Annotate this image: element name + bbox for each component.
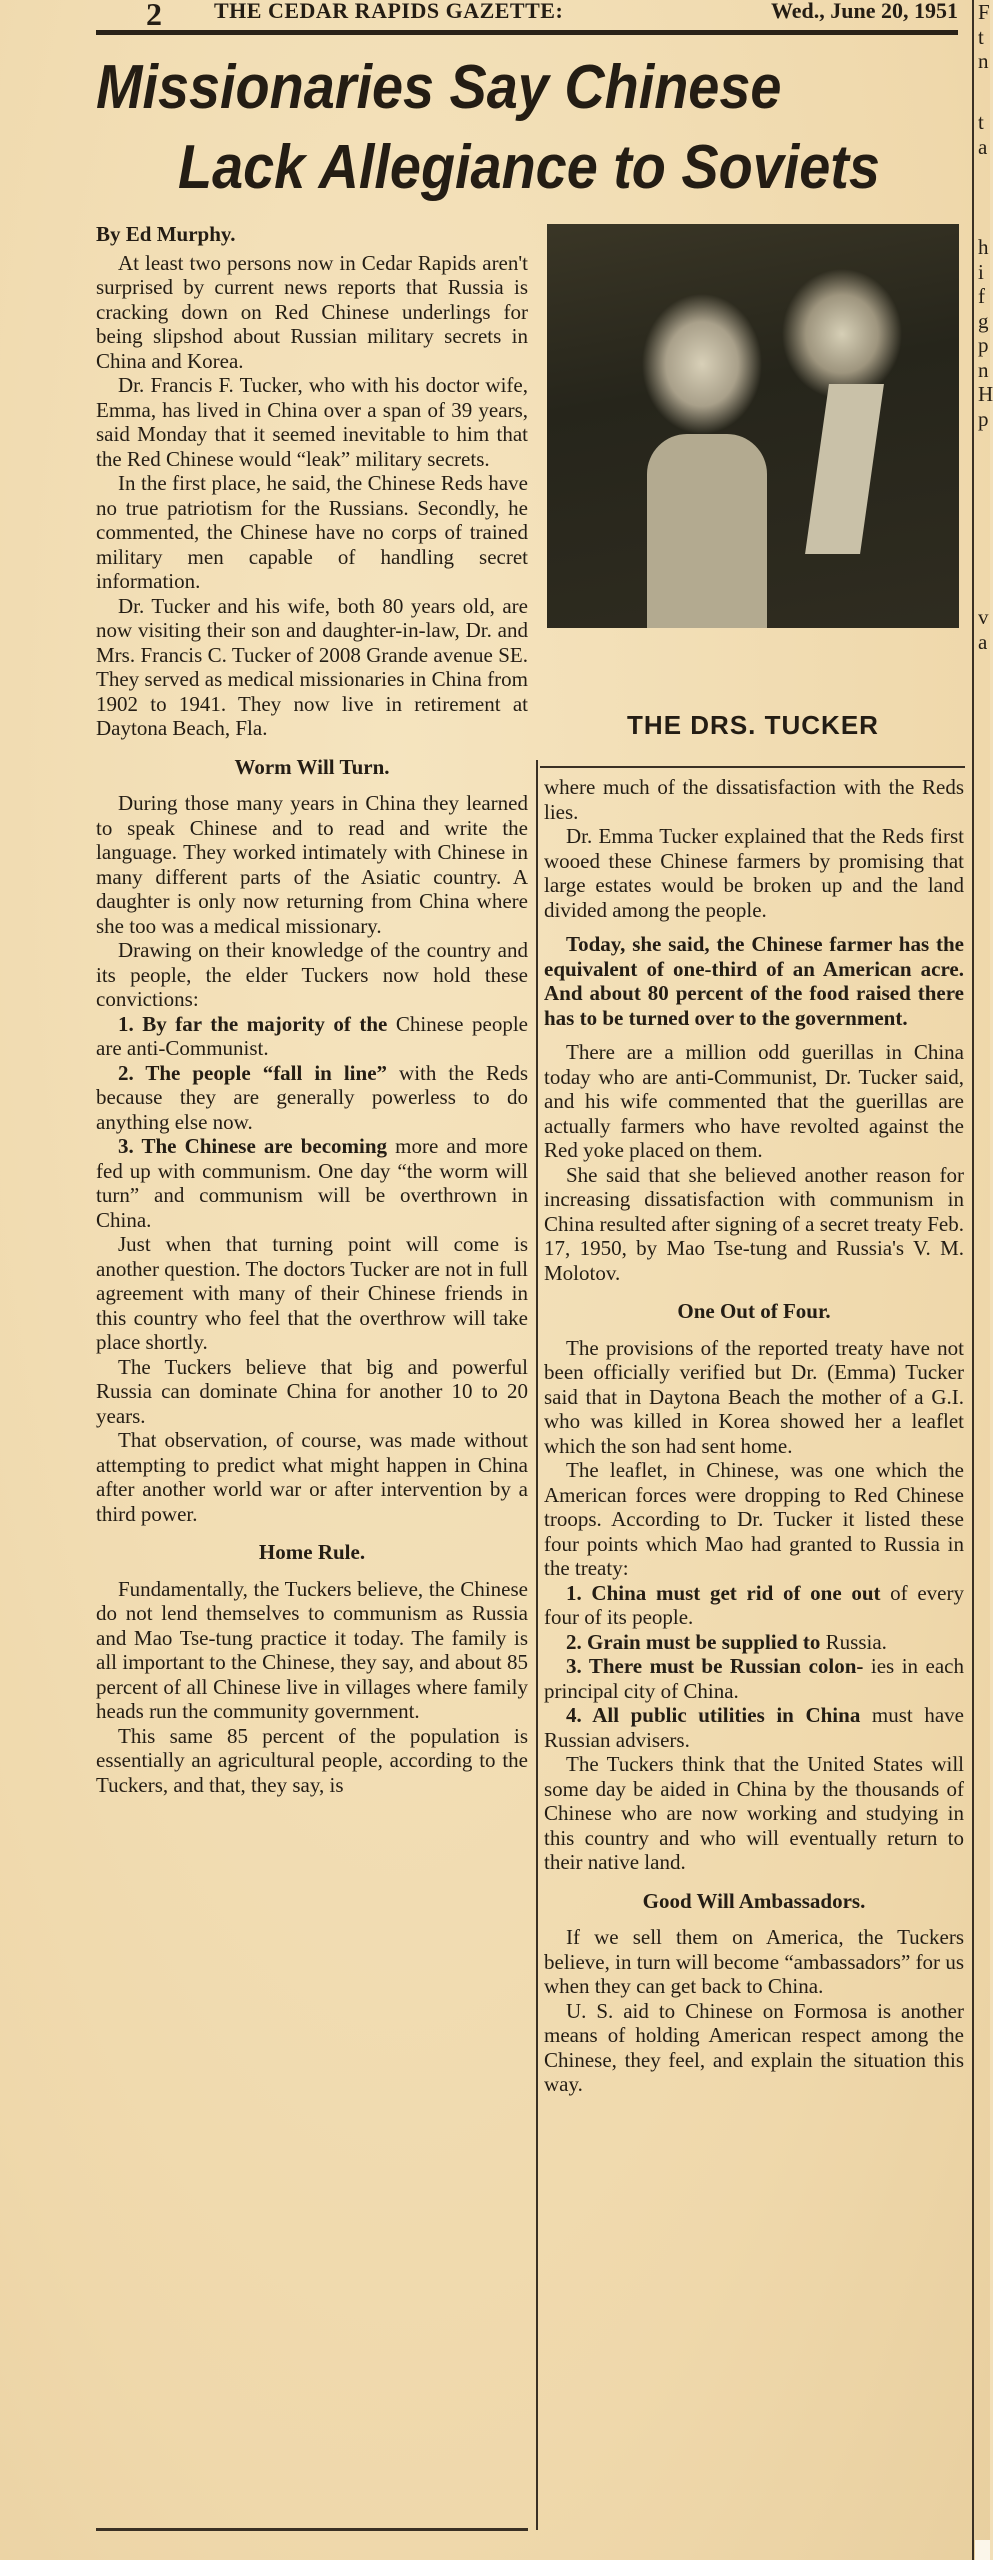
treaty-lead: 4. All public utilities in China: [566, 1703, 861, 1727]
treaty-text: of every four of its people.: [544, 1580, 964, 1629]
subheading: One Out of Four.: [677, 1299, 831, 1323]
paragraph: In the first place, he said, the Chinese Reds have no true patriotism for the Russians. Secondly, he commented, the Chinese have no corps of trained military men capable of handling secret information.: [96, 471, 528, 593]
column-bottom-rule: [96, 2528, 528, 2531]
torn-edge: [975, 2540, 990, 2560]
newspaper-name: THE CEDAR RAPIDS GAZETTE:: [214, 0, 564, 23]
paragraph: where much of the dissatisfaction with the Reds lies.: [544, 775, 964, 824]
paragraph: There are a million odd guerillas in China today who are anti-Communist, Dr. Tucker said, and his wife commented that the guerillas are actually farmers who have revolted against the Red yoke placed on them.: [544, 1040, 964, 1162]
paragraph: Drawing on their knowledge of the country and its people, the elder Tuckers now hold these convictions:: [96, 938, 528, 1011]
column-divider: [536, 760, 538, 2530]
paragraph: She said that she believed another reason for increasing dissatisfaction with communism in China resulted after signing of a secret treaty Feb. 17, 1950, by Mao Tse-tung and Russia's V. M. Molotov.: [544, 1162, 964, 1285]
paragraph: The Tuckers believe that big and powerful Russia can dominate China for another 10 to 20 years.: [96, 1354, 528, 1428]
photo-figure-man: [805, 384, 884, 554]
photo-figure-woman: [647, 434, 767, 628]
conviction-text: more and more fed up with communism. One day “the worm will turn” and communism will be overthrown in China.: [96, 1134, 528, 1232]
treaty-point: [544, 1581, 964, 1630]
paragraph: Dr. Francis F. Tucker, who with his doctor wife, Emma, has lived in China over a span of 39 years, said Monday that it seemed inevitable to him that the Red Chinese would “leak” military secrets.: [96, 373, 528, 471]
adjacent-column-fragment: t a: [978, 110, 988, 159]
article-column-left: [96, 222, 528, 1797]
headline: [96, 48, 966, 216]
conviction-lead: 3. The Chinese are becoming: [118, 1134, 388, 1158]
paragraph: The provisions of the reported treaty have not been officially verified but Dr. (Emma) Tucker said that in Daytona Beach the mother of a G.I. who was killed in Korea showed her a leaflet which the son had sent home.: [544, 1335, 964, 1458]
photo-drs-tucker: [547, 224, 959, 628]
conviction-item: [96, 1012, 528, 1061]
treaty-text: Russia.: [820, 1629, 887, 1654]
photo-caption: THE DRS. TUCKER: [627, 710, 879, 740]
article-column-right: [544, 775, 964, 2097]
treaty-point: [544, 1703, 964, 1752]
conviction-lead: 1. By far the majority of the: [118, 1011, 388, 1036]
headline-line-2: Lack Allegiance to Soviets: [178, 133, 880, 202]
subheading: Worm Will Turn.: [234, 754, 390, 779]
page-number: 2: [146, 0, 162, 32]
conviction-text: with the Reds because they are generally powerless to do anything else now.: [96, 1060, 528, 1134]
treaty-point: [544, 1654, 964, 1703]
adjacent-column-fragment: h i f g p n H p: [978, 235, 993, 431]
treaty-point: [544, 1630, 964, 1655]
adjacent-column-fragment: v a: [978, 605, 989, 654]
paragraph: If we sell them on America, the Tuckers believe, in turn will become “ambassadors” for us when they can get back to China.: [544, 1925, 964, 1998]
paragraph: Dr. Emma Tucker explained that the Reds first wooed these Chinese farmers by promising that large estates would be broken up and the land divided among the people.: [544, 824, 964, 922]
bold-text: Today, she said, the Chinese farmer has the equivalent of one-third of an American acre. And about 80 percent of the food raised there has to be turned over to the government.: [544, 932, 964, 1030]
conviction-item: [96, 1134, 528, 1232]
paragraph: The Tuckers think that the United States will some day be aided in China by the thousands of Chinese who are now working and studying in this country and who will eventually return to their native land.: [544, 1752, 964, 1874]
paragraph: Just when that turning point will come is another question. The doctors Tucker are not in full agreement with many of their Chinese friends in this country who feel that the overthrow will take place shortly.: [96, 1232, 528, 1354]
byline: By Ed Murphy.: [96, 222, 236, 246]
conviction-lead: 2. The people “fall in line”: [118, 1060, 388, 1085]
treaty-lead: 1. China must get rid of one out: [566, 1580, 881, 1605]
paragraph: At least two persons now in Cedar Rapids aren't surprised by current news reports that Russia is cracking down on Red Chinese underlings for being slipshod about Russian military secrets in China and Korea.: [96, 250, 528, 373]
caption-rule: [540, 766, 965, 768]
paragraph: Fundamentally, the Tuckers believe, the Chinese do not lend themselves to communism as Russia and Mao Tse-tung practice it today. The family is all important to the Chinese, they say, and about 85 percent of all Chinese live in villages where family heads run the community government.: [96, 1576, 528, 1723]
paragraph: This same 85 percent of the population is essentially an agricultural people, according to the Tuckers, and that, they say, is: [96, 1723, 528, 1797]
page-edge-divider: [972, 0, 974, 2560]
issue-date: Wed., June 20, 1951: [770, 0, 958, 23]
headline-line-1: Missionaries Say Chinese: [96, 53, 782, 122]
bold-paragraph: [544, 932, 964, 1030]
treaty-text: ies in each principal city of China.: [544, 1654, 964, 1703]
conviction-item: [96, 1061, 528, 1135]
subheading: Good Will Ambassadors.: [642, 1888, 866, 1913]
paragraph: That observation, of course, was made without attempting to predict what might happen in China after another world war or after intervention by a third power.: [96, 1428, 528, 1526]
masthead: [96, 0, 958, 35]
adjacent-column-fragment: F t n: [978, 0, 990, 73]
paragraph: Dr. Tucker and his wife, both 80 years old, are now visiting their son and daughter-in-law, Dr. and Mrs. Francis C. Tucker of 2008 Grande avenue SE. They served as medical missionaries in China from 1902 to 1941. They now live in retirement at Daytona Beach, Fla.: [96, 593, 528, 740]
conviction-text: Chinese people are anti-Communist.: [96, 1011, 528, 1060]
paragraph: The leaflet, in Chinese, was one which the American forces were dropping to Red Chinese troops. According to Dr. Tucker it listed these four points which Mao had granted to Russia in the treaty:: [544, 1458, 964, 1580]
treaty-lead: 3. There must be Russian colon-: [566, 1654, 864, 1678]
paragraph: During those many years in China they learned to speak Chinese and to read and write the language. They worked intimately with Chinese in many different parts of the Asiatic country. A daughter is only now returning from China where she too was a medical missionary.: [96, 791, 528, 938]
paragraph: U. S. aid to Chinese on Formosa is another means of holding American respect among the Chinese, they feel, and explain the situation this way.: [544, 1998, 964, 2096]
subheading: Home Rule.: [258, 1540, 366, 1564]
treaty-lead: 2. Grain must be supplied to: [566, 1629, 821, 1654]
treaty-text: must have Russian advisers.: [544, 1703, 965, 1752]
